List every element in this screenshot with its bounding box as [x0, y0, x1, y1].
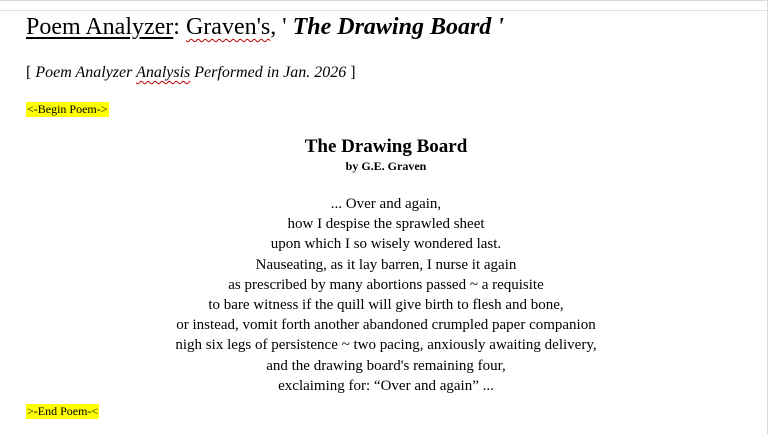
end-poem-marker: >-End Poem-<: [27, 404, 99, 418]
poem-byline: by G.E. Graven: [345, 159, 427, 173]
title-close-quote: ': [491, 14, 504, 40]
poem-title: The Drawing Board: [304, 136, 468, 157]
poem-line: ... Over and again,: [330, 196, 442, 212]
analysis-note-close: ]: [346, 64, 356, 81]
poem-line: or instead, vomit forth another abandoned crumpled paper companion: [176, 317, 596, 334]
poem-line: exclaiming for: “Over and again” ...: [278, 377, 494, 394]
title-poem-name: The Drawing Board: [292, 14, 492, 40]
document-title: [26, 12, 504, 42]
begin-poem-marker: <-Begin Poem->: [27, 102, 108, 116]
title-prefix: Poem Analyzer: [26, 14, 174, 40]
analysis-note-misspelled: Analysis: [136, 64, 191, 81]
poem-line: upon which I so wisely wondered last.: [270, 236, 502, 253]
title-author: Graven's: [185, 14, 271, 40]
poem-line: to bare witness if the quill will give birth to flesh and bone,: [208, 297, 564, 314]
poem-body: [0, 194, 768, 396]
poem-line: nigh six legs of persistence ~ two pacing, anxiously awaiting delivery,: [175, 337, 597, 354]
title-separator: :: [173, 14, 186, 40]
page-top-border: [0, 10, 768, 11]
title-open-quote: , ': [270, 14, 293, 40]
poem-line: as prescribed by many abortions passed ~ a requisite: [228, 276, 544, 293]
poem-line: and the drawing board's remaining four,: [266, 357, 506, 374]
analysis-note: [26, 62, 356, 84]
poem-line: Nauseating, as it lay barren, I nurse it again: [255, 256, 517, 273]
analysis-note-text-after: Performed in Jan. 2026: [190, 64, 347, 81]
analysis-note-text-before: Poem Analyzer: [35, 64, 137, 81]
analysis-note-open: [: [26, 64, 36, 81]
poem-line: how I despise the sprawled sheet: [287, 216, 485, 233]
